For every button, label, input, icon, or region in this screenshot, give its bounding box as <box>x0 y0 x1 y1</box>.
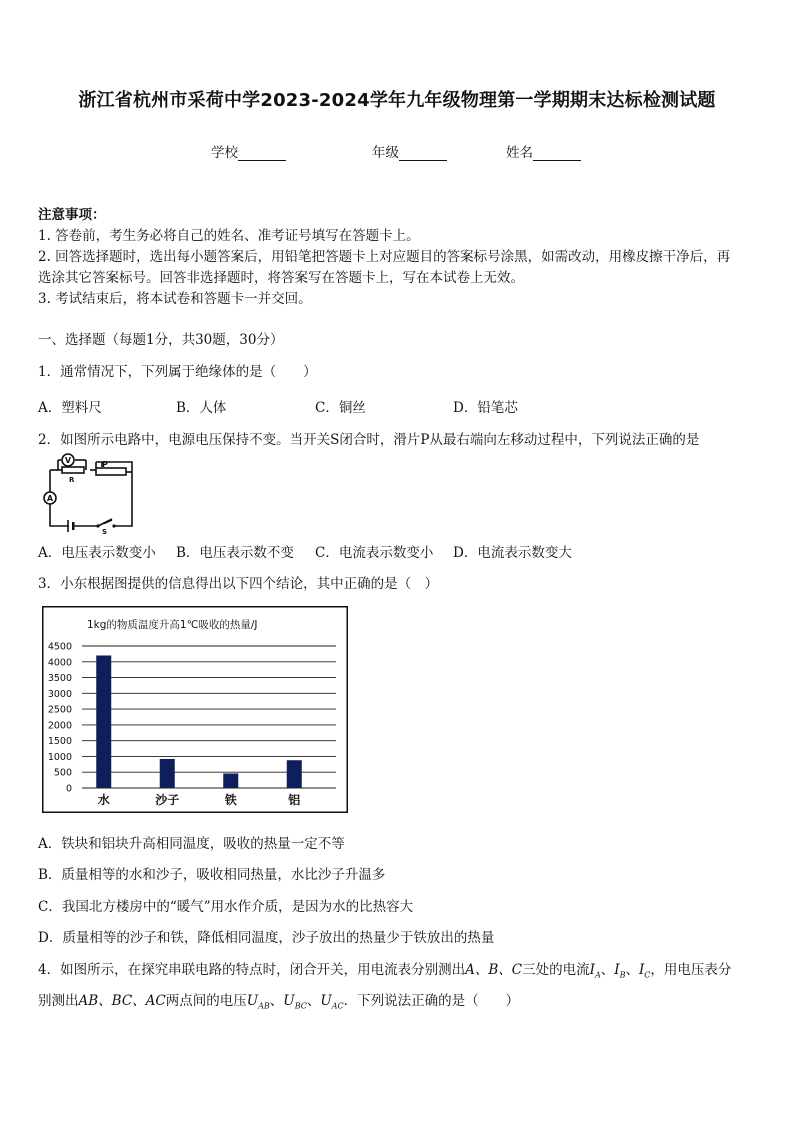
q1-option-b[interactable]: B．人体 <box>176 400 227 416</box>
student-info-row <box>0 141 794 161</box>
chart-ytick-label: 1000 <box>47 751 72 763</box>
chart-ytick-label: 4500 <box>47 641 72 653</box>
q3-option-c[interactable]: C．我国北方楼房中的“暖气”用水作介质，是因为水的比热容大 <box>38 899 414 915</box>
chart-ytick-label: 500 <box>53 767 72 779</box>
chart-category-label: 铝 <box>288 793 301 807</box>
resistor-label: R <box>69 476 75 484</box>
q2-option-b[interactable]: B．电压表示数不变 <box>176 545 294 561</box>
q1-stem: 1．通常情况下，下列属于绝缘体的是（ ） <box>38 364 317 380</box>
chart-ytick-label: 3500 <box>47 673 72 685</box>
q3-option-a[interactable]: A．铁块和铝块升高相同温度，吸收的热量一定不等 <box>38 836 345 852</box>
chart-ytick-label: 2000 <box>47 720 72 732</box>
q4-line-2: 别测出AB、BC、AC两点间的电压$U_{AB}$、$U_{BC}$、$U_{AC}$．下列说法正确的是（ ） <box>38 993 520 1011</box>
chart-category-label: 铁 <box>224 793 237 807</box>
q2-option-a[interactable]: A．电压表示数变小 <box>38 545 156 561</box>
name-blank[interactable] <box>533 146 581 161</box>
notes-heading: 注意事项： <box>38 207 106 223</box>
chart-category-label: 水 <box>97 793 110 807</box>
q3-option-d[interactable]: D．质量相等的沙子和铁，降低相同温度，沙子放出的热量少于铁放出的热量 <box>38 930 495 946</box>
q1-option-c[interactable]: C．铜丝 <box>315 400 366 416</box>
chart-category-label: 沙子 <box>155 793 180 807</box>
switch-label: S <box>102 528 108 536</box>
chart-bar <box>223 773 238 788</box>
slider-label: P <box>102 460 108 469</box>
note-1: 1. 答卷前，考生务必将自己的姓名、准考证号填写在答题卡上。 <box>38 228 420 244</box>
q2-circuit-diagram <box>40 456 140 536</box>
q3-heat-bar-chart <box>42 606 348 813</box>
q2-stem: 2．如图所示电路中，电源电压保持不变。当开关S闭合时，滑片P从最右端向左移动过程中，下列说法正确的是 <box>38 432 700 448</box>
voltmeter-label: V <box>64 456 72 465</box>
note-2a: 2. 回答选择题时，选出每小题答案后，用铅笔把答题卡上对应题目的答案标号涂黑，如需改动，用橡皮擦干净后，再 <box>38 249 731 265</box>
note-3: 3. 考试结束后，将本试卷和答题卡一并交回。 <box>38 291 312 307</box>
chart-bar <box>160 759 175 788</box>
chart-ytick-label: 3000 <box>47 688 72 700</box>
ammeter-label: A <box>46 494 54 503</box>
q2-option-c[interactable]: C．电流表示数变小 <box>315 545 434 561</box>
chart-title: 1kg的物质温度升高1℃吸收的热量/J <box>87 619 258 631</box>
q3-option-b[interactable]: B．质量相等的水和沙子，吸收相同热量，水比沙子升温多 <box>38 867 386 883</box>
q1-option-d[interactable]: D．铅笔芯 <box>453 400 518 416</box>
q2-option-d[interactable]: D．电流表示数变大 <box>453 545 572 561</box>
chart-bar <box>287 760 302 788</box>
page-title: 浙江省杭州市采荷中学2023-2024学年九年级物理第一学期期末达标检测试题 <box>78 90 716 111</box>
note-2b: 选涂其它答案标号。回答非选择题时，将答案写在答题卡上，写在本试卷上无效。 <box>38 270 524 286</box>
grade-field[interactable]: 年级 <box>372 141 447 161</box>
section-heading: 一、选择题（每题1分，共30题，30分） <box>38 332 284 348</box>
school-field[interactable]: 学校 <box>211 141 286 161</box>
school-blank[interactable] <box>238 146 286 161</box>
name-field[interactable]: 姓名 <box>506 141 581 161</box>
chart-ytick-label: 4000 <box>47 657 72 669</box>
chart-ytick-label: 2500 <box>47 704 72 716</box>
q1-option-a[interactable]: A．塑料尺 <box>38 400 102 416</box>
chart-bar <box>96 655 111 788</box>
chart-ytick-label: 0 <box>65 783 72 795</box>
q3-stem: 3．小东根据图提供的信息得出以下四个结论，其中正确的是（ ） <box>38 576 439 592</box>
chart-ytick-label: 1500 <box>47 736 72 748</box>
q4-line-1: 4．如图所示，在探究串联电路的特点时，闭合开关，用电流表分别测出A、B、C三处的电流$I_A$、$I_B$、$I_C$，用电压表分 <box>38 962 732 980</box>
grade-blank[interactable] <box>399 146 447 161</box>
